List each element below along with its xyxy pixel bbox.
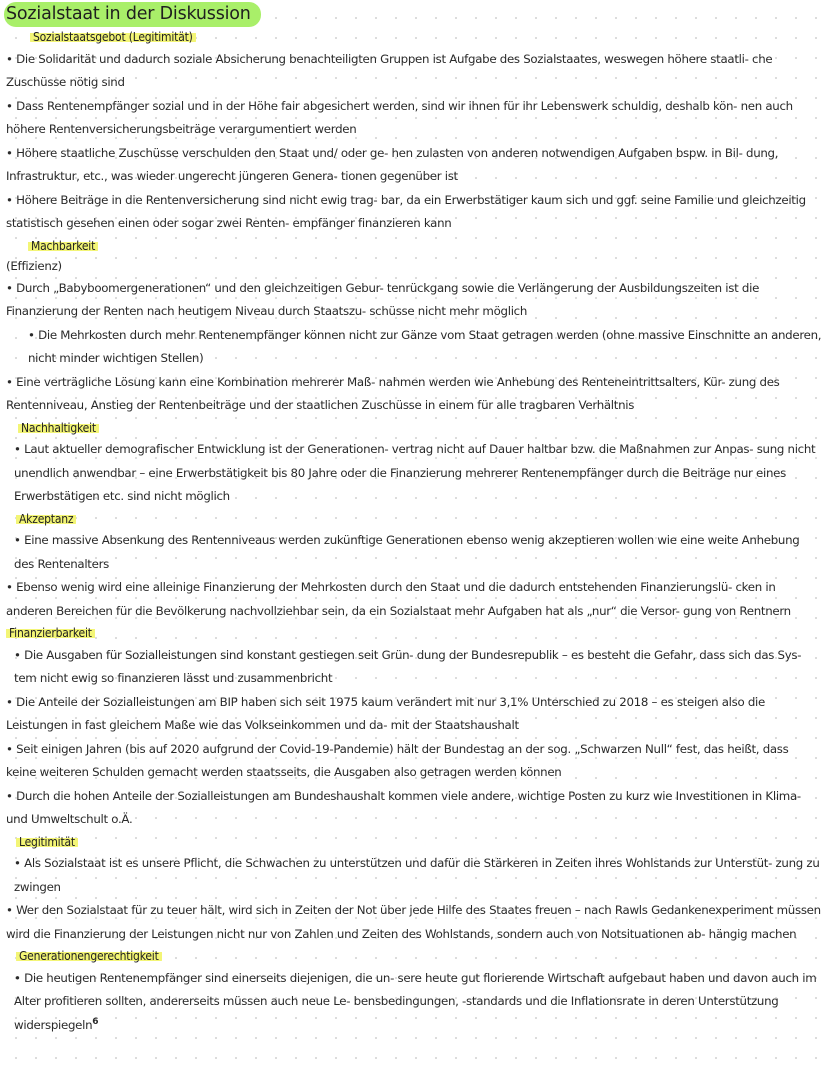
list-item-text: • Die heutigen Rentenempfänger sind einerseits diejenigen, die un- sere heute gut florierende Wirtschaft aufgebaut haben und davon auch im Alter profitieren sollten, andererseits müssen auch neue Le- bensbedingungen, -standards und die Inflationsrate in deren Unterstützung widerspiegeln (14, 970, 817, 1032)
page-title: Sozialstaat in der Diskussion (4, 2, 261, 27)
list-item: • Ebenso wenig wird eine alleinige Finanzierung der Mehrkosten durch den Staat und die dadurch entstehenden Finanzierungslü- cken in anderen Bereichen für die Bevölkerung nachvollziehbar sein, da ein Sozialstaat mehr Aufgaben hat als „nur“ die Versor- gung von Rentnern (6, 580, 791, 618)
list-item: • Laut aktueller demografischer Entwicklung ist der Generationen- vertrag nicht auf Dauer haltbar bzw. die Maßnahmen zur Anpas- sung nicht unendlich anwendbar – eine Erwerbstätigkeit bis 80 Jahre oder die Finanzierung mehrerer Rentenempfänger durch die Beiträge nur eines Erwerbstätigen etc. sind nicht möglich (14, 442, 816, 503)
list-item: • Durch „Babyboomergenerationen“ und den gleichzeitigen Gebur- tenrückgang sowie die Verlängerung der Ausbildungszeiten ist die Finanzierung der Renten nach heutigem Niveau durch Staatszu- schüsse nicht mehr möglich (6, 280, 760, 318)
list-item: • Die Mehrkosten durch mehr Rentenempfänger können nicht zur Gänze vom Staat getragen werden (ohne massive Einschnitte an anderen, nicht minder wichtigen Stellen) (28, 327, 822, 365)
heading-highlight: Legitimität (16, 835, 78, 849)
heading-highlight: Sozialstaatsgebot (Legitimität) (30, 30, 196, 44)
section-heading-sozialstaatsgebot (6, 27, 822, 48)
list-item: • Eine massive Absenkung des Rentenniveaus werden zukünftige Generationen ebenso wenig akzeptieren wollen wie eine weite Anhebung des Rentenalters (14, 533, 800, 571)
list-item: • Seit einigen Jahren (bis auf 2020 aufgrund der Covid-19-Pandemie) hält der Bundestag an der sog. „Schwarzen Null“ fest, das heißt, dass keine weiteren Schulden gemacht werden staatsseits, die Ausgaben also getragen werden können (6, 741, 789, 779)
list-item: • Dass Rentenempfänger sozial und in der Höhe fair abgesichert werden, sind wir ihnen für ihr Lebenswerk schuldig, deshalb kön- nen auch höhere Rentenversicherungsbeiträge verargumentiert werden (6, 98, 793, 136)
section-heading-nachhaltigkeit (6, 418, 822, 439)
list-item (6, 967, 822, 1038)
section-subheading-effizienz: (Effizienz) (6, 259, 62, 273)
list-item: • Die Anteile der Sozialleistungen am BIP haben sich seit 1975 kaum verändert mit nur 3,1% Unterschied zu 2018 – es steigen also die Leistungen in fast gleichem Maße wie das Volkseinkommen und da- mit der Staatshaushalt (6, 694, 765, 732)
heading-highlight: Akzeptanz (16, 512, 76, 526)
heading-highlight: Finanzierbarkeit (6, 626, 95, 640)
section-heading-generationengerechtigkeit (6, 946, 822, 967)
section-heading-machbarkeit (6, 236, 822, 257)
list-item: • Höhere Beiträge in die Rentenversicherung sind nicht ewig trag- bar, da ein Erwerbstätiger kaum sich und ggf. seine Familie und gleichzeitig statistisch gesehen einen oder sogar zwei Renten- empfänger finanzieren kann (6, 192, 806, 230)
heading-highlight: Generationengerechtigkeit (16, 949, 162, 963)
list-item: • Die Ausgaben für Sozialleistungen sind konstant gestiegen seit Grün- dung der Bundesrepublik – es besteht die Gefahr, dass sich das Sys- tem nicht ewig so finanzieren lässt und zusammenbricht (14, 647, 802, 685)
list-item: • Durch die hohen Anteile der Sozialleistungen am Bundeshaushalt kommen viele andere, wichtige Posten zu kurz wie Investitionen in Klima- und Umweltschult o.Ä. (6, 788, 801, 826)
section-heading-legitimitaet (6, 832, 822, 853)
section-heading-akzeptanz (6, 509, 822, 530)
list-item: • Eine verträgliche Lösung kann eine Kombination mehrerer Maß- nahmen werden wie Anhebung des Renteneintrittsalters, Kür- zung des Rentenniveau, Anstieg der Rentenbeiträge und der staatlichen Zuschüsse in einem für alle tragbaren Verhältnis (6, 374, 780, 412)
page-number: 6 (92, 1016, 99, 1027)
heading-highlight: Nachhaltigkeit (18, 421, 99, 435)
section-heading-finanzierbarkeit (6, 623, 822, 644)
list-item: • Höhere staatliche Zuschüsse verschulden den Staat und/ oder ge- hen zulasten von anderen notwendigen Aufgaben bspw. in Bil- dung, Infrastruktur, etc., was wieder ungerecht jüngeren Genera- tionen gegenüber ist (6, 145, 779, 183)
title-row (6, 2, 822, 27)
list-item: • Wer den Sozialstaat für zu teuer hält, wird sich in Zeiten der Not über jede Hilfe des Staates freuen – nach Rawls Gedankenexperiment müssen wird die Finanzierung der Leistungen nicht nur von Zahlen und Zeiten des Wohlstands, sondern auch von Notsituationen ab- hängig machen (6, 903, 821, 941)
list-item: • Die Solidarität und dadurch soziale Absicherung benachteiligten Gruppen ist Aufgabe des Sozialstaates, weswegen höhere staatli- che Zuschüsse nötig sind (6, 51, 773, 89)
heading-highlight: Machbarkeit (28, 239, 98, 253)
list-item: • Als Sozialstaat ist es unsere Pflicht, die Schwachen zu unterstützen und dafür die Stärkeren in Zeiten ihres Wohlstands zur Unterstüt- zung zu zwingen (14, 856, 820, 894)
